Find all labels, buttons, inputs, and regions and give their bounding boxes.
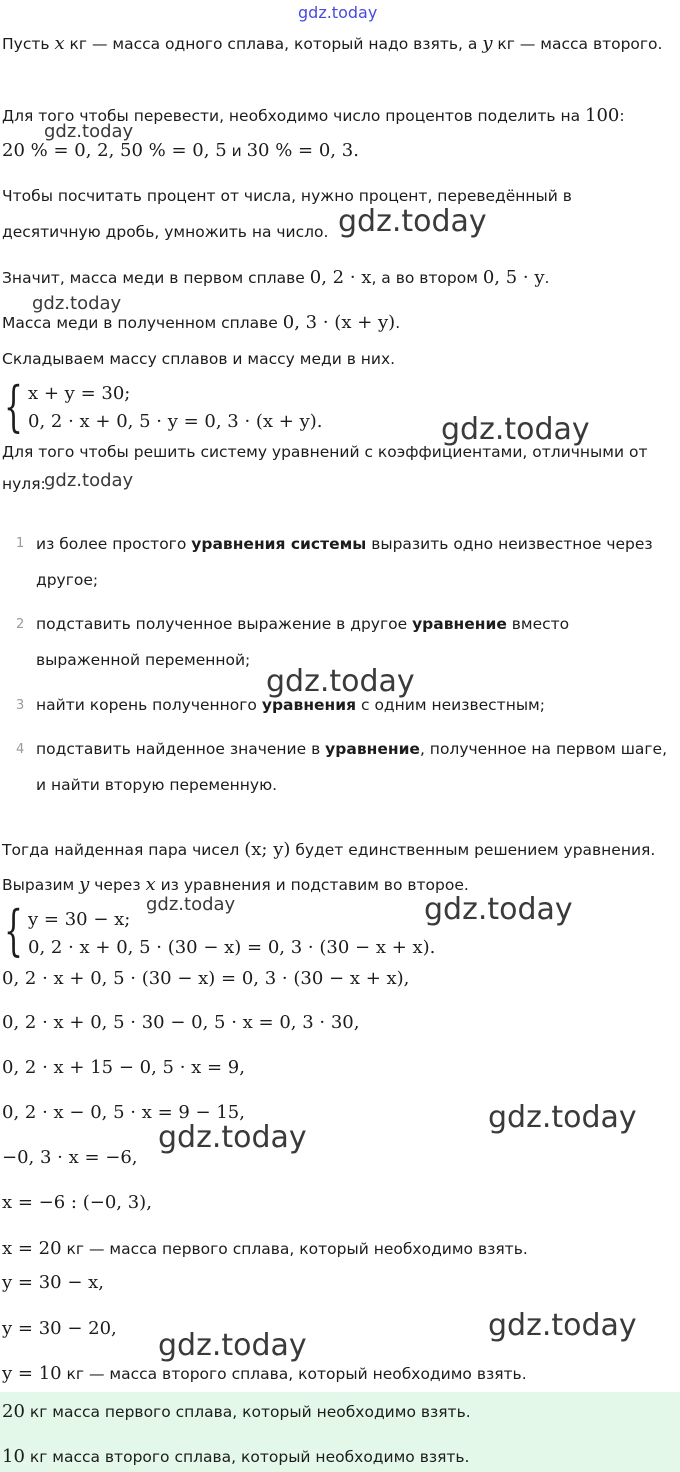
list-item-text xyxy=(36,526,674,598)
calc-step: x = −6 : (−0, 3), xyxy=(2,1192,152,1213)
calc-step: 0, 2 · x + 0, 5 · (30 − x) = 0, 3 · (30 − x + x), xyxy=(2,968,410,989)
y-result-expr: y = 10 xyxy=(2,1363,62,1384)
calc-step: 0, 2 · x − 0, 5 · x = 9 − 15, xyxy=(2,1102,245,1123)
answer-line xyxy=(2,1401,676,1422)
intro-post: кг — масса второго. xyxy=(492,35,663,53)
system-2-brace: { xyxy=(4,899,23,962)
answer-line xyxy=(2,1446,676,1467)
copper-result-post: . xyxy=(395,314,401,332)
list-item-pre: подставить найденное значение в xyxy=(36,740,326,758)
y-step: y = 30 − 20, xyxy=(2,1318,117,1339)
watermark: gdz.today xyxy=(424,892,573,927)
watermark: gdz.today xyxy=(338,204,487,239)
list-item-text xyxy=(36,731,674,803)
calc-step: 0, 2 · x + 15 − 0, 5 · x = 9, xyxy=(2,1057,245,1078)
system-1-brace: { xyxy=(4,375,23,438)
list-item-pre: найти корень полученного xyxy=(36,696,262,714)
intro-paragraph xyxy=(2,26,676,62)
percent-eq-3: 30 % = 0, 3. xyxy=(246,140,359,161)
list-item-post: , полученное на первом шаге, и найти вторую переменную. xyxy=(36,740,668,794)
x-result xyxy=(2,1238,676,1259)
list-item-bold: уравнения xyxy=(261,696,357,714)
calc-step: 0, 2 · x + 0, 5 · 30 − 0, 5 · x = 0, 3 · 30, xyxy=(2,1012,360,1033)
express-var-y: y xyxy=(79,874,90,895)
copper-expr-1: 0, 2 · x xyxy=(309,267,372,288)
intro-mid: кг — масса одного сплава, который надо взять, а xyxy=(64,35,483,53)
then-post: будет единственным решением уравнения. xyxy=(290,841,656,859)
then-line xyxy=(2,838,676,862)
percent-colon: : xyxy=(619,107,625,125)
intro-pre: Пусть xyxy=(2,35,55,53)
y-result-text: кг — масса второго сплава, который необходимо взять. xyxy=(61,1365,527,1383)
answer-text: кг масса второго сплава, который необходимо взять. xyxy=(24,1448,470,1466)
watermark: gdz.today xyxy=(32,293,122,314)
percent-of-number: Чтобы посчитать процент от числа, нужно процент, переведённый в десятичную дробь, умножить на число. xyxy=(2,187,572,241)
list-item-number: 1 xyxy=(16,536,25,551)
express-var-x: x xyxy=(145,874,156,895)
copper-line xyxy=(2,266,676,290)
express-line xyxy=(2,873,676,897)
watermark: gdz.today xyxy=(44,121,134,142)
calc-step: −0, 3 · x = −6, xyxy=(2,1147,138,1168)
list-item-number: 2 xyxy=(16,617,25,632)
system-2-line-2: 0, 2 · x + 0, 5 · (30 − x) = 0, 3 · (30 − x + x). xyxy=(28,937,436,958)
express-pre: Выразим xyxy=(2,876,80,894)
y-step: y = 30 − x, xyxy=(2,1272,104,1293)
percent-eq-1: 20 % = 0, 2, xyxy=(2,140,115,161)
copper-mid: , а во втором xyxy=(371,269,483,287)
list-item-bold: уравнение xyxy=(412,615,507,633)
answer-number: 20 xyxy=(2,1401,25,1422)
list-item-number: 4 xyxy=(16,742,25,757)
list-item-post: вместо выраженной переменной; xyxy=(36,615,570,669)
watermark: gdz.today xyxy=(488,1100,637,1135)
watermark: gdz.today xyxy=(44,470,134,491)
answer-text: кг масса первого сплава, который необходимо взять. xyxy=(24,1403,471,1421)
percent-eq-2: 50 % = 0, 5 xyxy=(114,140,227,161)
y-result xyxy=(2,1363,676,1384)
list-item-post: с одним неизвестным; xyxy=(356,696,545,714)
copper-post: . xyxy=(544,269,550,287)
watermark: gdz.today xyxy=(488,1308,637,1343)
sum-text: Складываем массу сплавов и массу меди в них. xyxy=(2,350,396,368)
header-watermark: gdz.today xyxy=(298,3,378,22)
watermark: gdz.today xyxy=(266,664,415,699)
list-item-post: выразить одно неизвестное через другое; xyxy=(36,535,653,589)
method-intro: Для того чтобы решить систему уравнений с коэффициентами, отличными от нуля: xyxy=(2,443,648,493)
watermark: gdz.today xyxy=(158,1328,307,1363)
list-item-pre: подставить полученное выражение в другое xyxy=(36,615,413,633)
express-post: из уравнения и подставим во второе. xyxy=(155,876,469,894)
copper-expr-2: 0, 5 · y xyxy=(482,267,545,288)
copper-result xyxy=(2,311,676,335)
then-pair: (x; y) xyxy=(244,839,291,860)
then-pre: Тогда найденная пара чисел xyxy=(2,841,245,859)
percent-equations xyxy=(2,140,676,161)
watermark: gdz.today xyxy=(441,412,590,447)
watermark: gdz.today xyxy=(158,1120,307,1155)
list-item-number: 3 xyxy=(16,698,25,713)
copper-pre: Значит, масса меди в первом сплаве xyxy=(2,269,310,287)
percent-hundred: 100 xyxy=(585,105,620,126)
system-2-line-1: y = 30 − x; xyxy=(28,909,131,930)
system-1-line-2: 0, 2 · x + 0, 5 · y = 0, 3 · (x + y). xyxy=(28,411,323,432)
copper-result-expr: 0, 3 · (x + y) xyxy=(282,312,396,333)
x-result-expr: x = 20 xyxy=(2,1238,62,1259)
percent-rule-text: Для того чтобы перевести, необходимо число процентов поделить на xyxy=(2,107,586,125)
var-x: x xyxy=(54,33,65,54)
watermark: gdz.today xyxy=(146,894,236,915)
list-item-bold: уравнение xyxy=(325,740,420,758)
copper-result-pre: Масса меди в полученном сплаве xyxy=(2,314,283,332)
list-item-pre: из более простого xyxy=(36,535,192,553)
list-item-bold: уравнения системы xyxy=(191,535,367,553)
answer-number: 10 xyxy=(2,1446,25,1467)
x-result-text: кг — масса первого сплава, который необходимо взять. xyxy=(61,1240,528,1258)
system-1-line-1: x + y = 30; xyxy=(28,383,131,404)
var-y: y xyxy=(482,33,493,54)
express-mid: через xyxy=(89,876,146,894)
percent-and: и xyxy=(226,142,247,160)
